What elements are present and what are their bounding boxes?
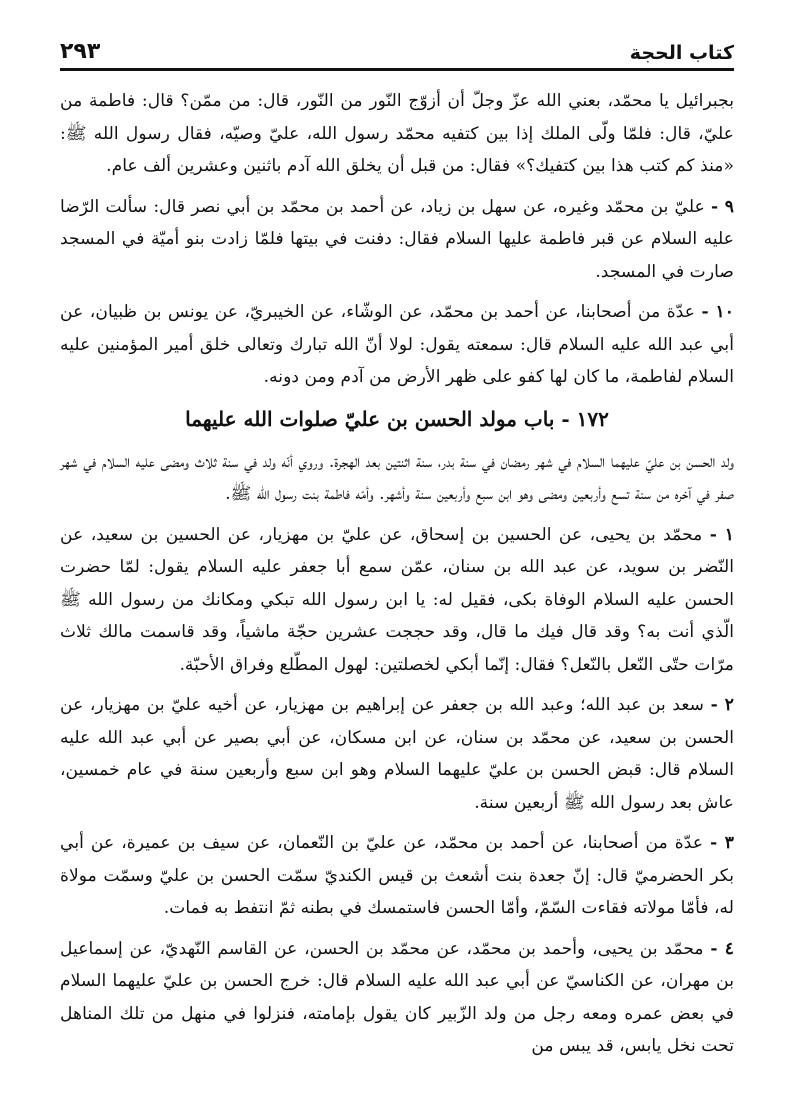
paragraph-text: ولد الحسن بن عليّ عليهما السلام في شهر رمضان في سنة بدر، سنة اثنتين بعد الهجرة. وروي أنّه ولد في سنة ثلاث ومضى عليه السلام في شهر صفر في آخره من سنة تسع وأربعين ومضى وهو ابن سبع وأربعين سنة وأشهر. وأمّه فاطمة بنت رسول الله ﷺ. <box>60 451 734 504</box>
chapter-intro-paragraph <box>60 446 734 511</box>
hadith-number: ٤ - <box>710 938 734 959</box>
running-title: كتاب الحجة <box>629 42 734 64</box>
hadith-paragraph-10 <box>60 296 734 394</box>
paragraph-text: محمّد بن يحيى، عن الحسين بن إسحاق، عن عليّ بن مهزيار، عن الحسين بن سعيد، عن النّضر بن سويد، عن عبد الله بن سنان، عمّن سمع أبا جعفر عليه السلام يقول: لمّا حضرت الحسن عليه السلام الوفاة بكى، فقيل له: يا ابن رسول الله تبكي ومكانك من رسول الله ﷺ الّذي أنت به؟ وقد قال فيك ما قال، وقد حججت عشرين حجّة ماشياً، وقد قاسمت مالك ثلاث مرّات حتّى النّعل بالنّعل؟ فقال: إنّما أبكي لخصلتين: لهول المطّلع وفراق الأحبّة. <box>60 524 734 675</box>
paragraph-text: عدّة من أصحابنا، عن أحمد بن محمّد، عن الوشّاء، عن الخيبريّ، عن يونس بن ظبيان، عن أبي عبد الله عليه السلام قال: سمعته يقول: لولا أنّ الله تبارك وتعالى خلق أمير المؤمنين عليه السلام لفاطمة، ما كان لها كفو على ظهر الأرض من آدم ومن دونه. <box>60 302 734 387</box>
paragraph-text: عليّ بن محمّد وغيره، عن سهل بن زياد، عن أحمد بن محمّد بن أبي نصر قال: سألت الرّضا عليه السلام عن قبر فاطمة عليها السلام فقال: دفنت في بيتها فلمّا زادت بنو أميّة في المسجد صارت في المسجد. <box>60 196 734 282</box>
paragraph-text: سعد بن عبد الله؛ وعبد الله بن جعفر عن إبراهيم بن مهزيار، عن أخيه عليّ بن مهزيار، عن الحسن بن سعيد، عن محمّد بن سنان، عن ابن مسكان، عن أبي بصير عن أبي عبد الله عليه السلام قال: قبض الحسن بن عليّ عليهما السلام وهو ابن سبع وأربعين سنة في عام خمسين، عاش بعد رسول الله ﷺ أربعين سنة. <box>60 695 734 813</box>
hadith-number: ١٠ - <box>701 302 735 322</box>
paragraph-text: محمّد بن يحيى، وأحمد بن محمّد، عن محمّد بن الحسن، عن القاسم النّهديّ، عن إسماعيل بن مهران، عن الكناسيّ عن أبي عبد الله عليه السلام قال: خرج الحسن بن عليّ عليهما السلام في بعض عمره ومعه رجل من ولد الزّبير كان يقول بإمامته، فنزلوا في منهل من تلك المناهل تحت نخل يابس، قد يبس من <box>60 938 734 1056</box>
hadith-paragraph-2 <box>60 689 734 819</box>
hadith-paragraph-1 <box>60 519 734 682</box>
paragraph-text: بجبرائيل يا محمّد، بعني الله عزّ وجلّ أن أزوّج النّور من النّور، قال: من ممّن؟ قال: فاطمة من عليّ، قال: فلمّا ولّى الملك إذا بين كتفيه محمّد رسول الله، عليّ وصيّه، فقال رسول الله ﷺ: «منذ كم كتب هذا بين كتفيك؟» فقال: من قبل أن يخلق الله آدم باثنين وعشرين ألف عام. <box>60 91 734 176</box>
hadith-number: ٩ - <box>710 196 734 217</box>
page-number: ٢٩٣ <box>60 39 101 64</box>
hadith-paragraph-3 <box>60 827 734 925</box>
paragraph-continued <box>60 85 734 183</box>
page-body <box>60 85 734 1063</box>
hadith-number: ١ - <box>709 524 734 545</box>
header-divider <box>60 68 734 71</box>
chapter-heading: ١٧٢ - باب مولد الحسن بن عليّ صلوات الله عليهما <box>185 406 609 431</box>
hadith-paragraph-9 <box>60 191 734 289</box>
running-header <box>60 34 734 64</box>
paragraph-text: عدّة من أصحابنا، عن أحمد بن محمّد، عن عليّ بن النّعمان، عن سيف بن عميرة، عن أبي بكر الحضرميّ قال: إنّ جعدة بنت أشعث بن قيس الكنديّ سمّت الحسن بن عليّ وسمّت مولاة له، فأمّا مولاته فقاءت السّمّ، وأمّا الحسن فاستمسك في بطنه ثمّ انتفط به فمات. <box>60 833 734 918</box>
hadith-paragraph-4 <box>60 933 734 1063</box>
hadith-number: ٢ - <box>710 695 734 715</box>
hadith-number: ٣ - <box>710 833 734 853</box>
